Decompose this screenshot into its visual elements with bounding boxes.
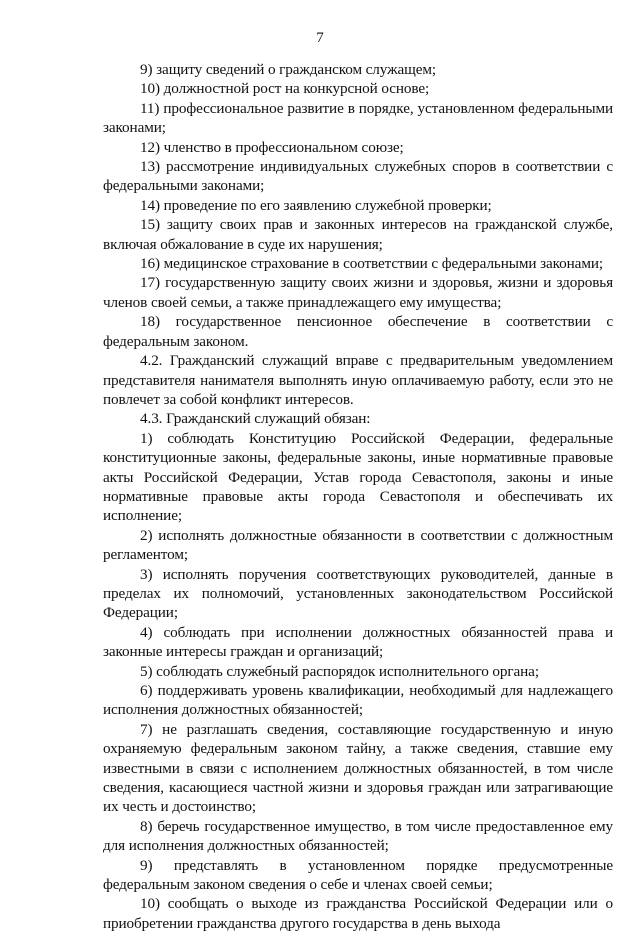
paragraph: 2) исполнять должностные обязанности в соответствии с должностным регламентом;	[103, 526, 613, 564]
paragraph: 11) профессиональное развитие в порядке, установленном федеральными законами;	[103, 99, 613, 137]
paragraph: 17) государственную защиту своих жизни и здоровья, жизни и здоровья членов своей семьи, а также принадлежащего ему имущества;	[103, 274, 613, 311]
section-paragraph: 4.2. Гражданский служащий вправе с предварительным уведомлением представителя нанимателя выполнять иную оплачиваемую работу, если это не повлечет за собой конфликт интересов.	[103, 352, 613, 408]
paragraph: 12) членство в профессиональном союзе;	[140, 138, 404, 156]
paragraph: 5) соблюдать служебный распорядок исполнительного органа;	[140, 662, 539, 680]
paragraph: 7) не разглашать сведения, составляющие государственную и иную охраняемую федеральным законом тайну, а также сведения, ставшие ему известными в связи с исполнением должностных обязанностей, в том числе сведения, касающиеся частной жизни и здоровья граждан или затрагивающие их честь и достоинство;	[103, 720, 613, 816]
paragraph: 13) рассмотрение индивидуальных служебных споров в соответствии с федеральными законами;	[103, 158, 613, 195]
section-heading: 4.3. Гражданский служащий обязан:	[140, 410, 371, 428]
paragraph: 6) поддерживать уровень квалификации, необходимый для надлежащего исполнения должностных обязанностей;	[103, 682, 613, 719]
paragraph: 10) должностной рост на конкурсной основе;	[140, 80, 430, 98]
paragraph: 9) защиту сведений о гражданском служащем;	[140, 61, 436, 78]
paragraph: 16) медицинское страхование в соответствии с федеральными законами;	[140, 255, 603, 273]
paragraph: 1) соблюдать Конституцию Российской Федерации, федеральные конституционные законы, федеральные законы, иные нормативные правовые акты Российской Федерации, Устав города Севастополя, законы и иные нормативные правовые акты города Севастополя и обеспечивать их исполнение;	[103, 429, 613, 525]
paragraph: 4) соблюдать при исполнении должностных обязанностей права и законные интересы граждан и организаций;	[103, 623, 613, 661]
document-body	[103, 60, 613, 933]
paragraph: 14) проведение по его заявлению служебной проверки;	[140, 196, 492, 214]
paragraph: 8) беречь государственное имущество, в том числе предоставленное ему для исполнения должностных обязанностей;	[103, 817, 613, 855]
paragraph: 10) сообщать о выходе из гражданства Российской Федерации или о приобретении гражданства другого государства в день выхода	[103, 895, 613, 932]
paragraph: 15) защиту своих прав и законных интересов на гражданской службе, включая обжалование в суде их нарушения;	[103, 216, 613, 253]
page-number: 7	[316, 30, 324, 46]
paragraph: 18) государственное пенсионное обеспечение в соответствии с федеральным законом.	[103, 313, 613, 350]
paragraph: 9) представлять в установленном порядке предусмотренные федеральным законом сведения о себе и членах своей семьи;	[103, 856, 613, 894]
paragraph: 3) исполнять поручения соответствующих руководителей, данные в пределах их полномочий, установленных законодательством Российской Федерации;	[103, 565, 613, 622]
